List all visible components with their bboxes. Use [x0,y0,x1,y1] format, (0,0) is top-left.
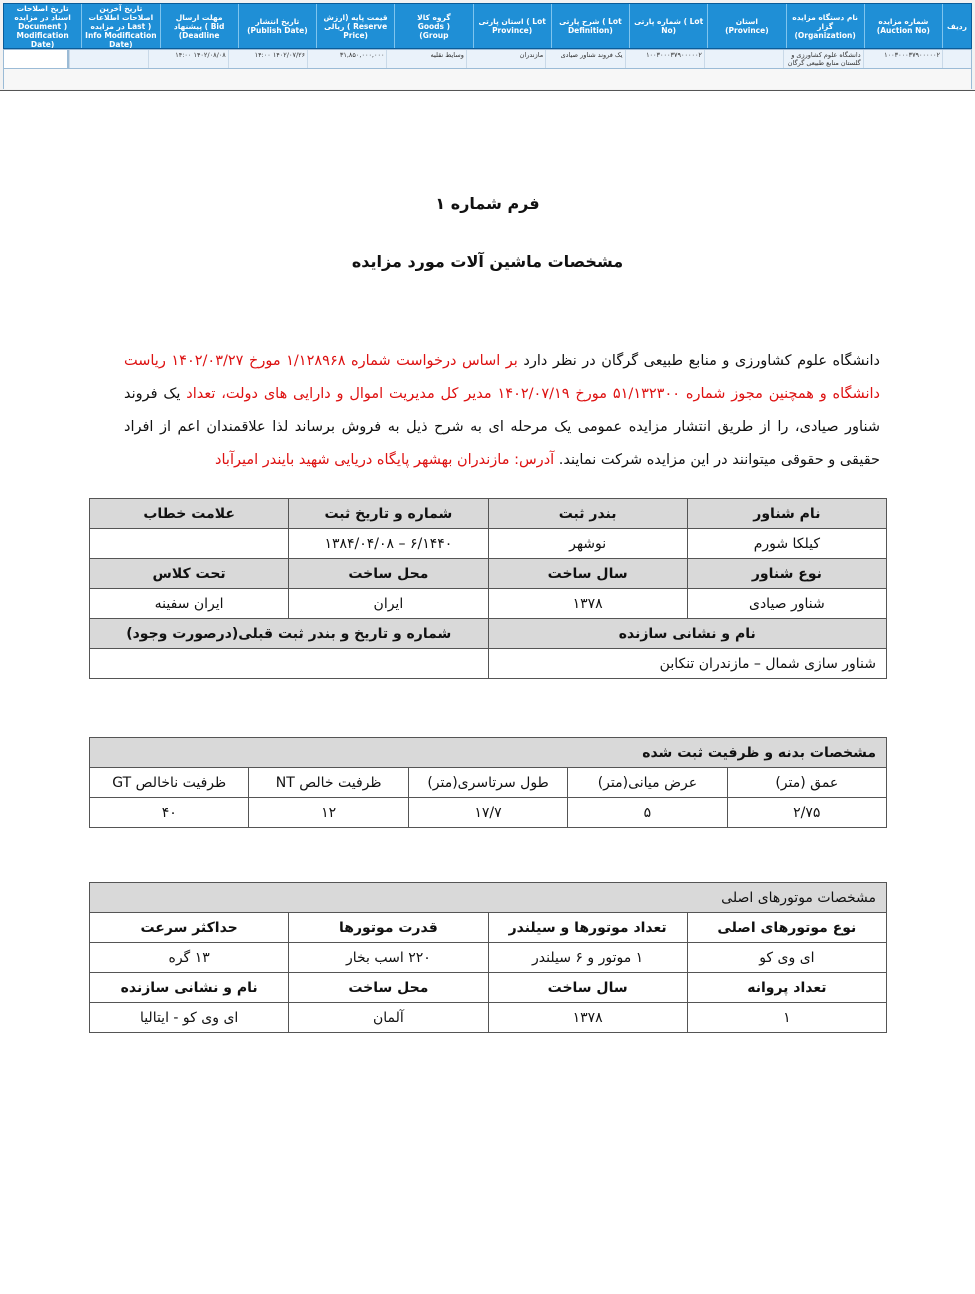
table-row [90,559,887,589]
hull-width-header: عرض میانی(متر) [568,768,727,798]
vessel-port-value: نوشهر [488,529,687,559]
row-cell-row-number [942,50,971,68]
engine-power-header: قدرت موتورها [289,913,488,943]
vessel-builder-header: نام و نشانی سازنده [488,619,887,649]
vessel-name-value: کیلکا شورم [687,529,886,559]
description-permit: بر اساس درخواست شماره ۱/۱۲۸۹۶۸ مورخ ۱۴۰۲/۰۳/۲۷ ریاست دانشگاه و همچنین مجوز شماره ۵۱/۱۳۲۳۰۰ مورخ ۱۴۰۲/۰۷/۱۹ مدیر کل مدیریت اموال و دارایی های دولت، تعداد [124,353,881,402]
hull-depth-header: عمق (متر) [727,768,886,798]
engine-type-header: نوع موتورهای اصلی [687,913,886,943]
auction-header-table [3,3,972,49]
hull-gt-value: ۴۰ [90,798,249,828]
vessel-info-table [89,498,887,679]
vessel-year-value: ۱۳۷۸ [488,589,687,619]
header-col-reserve-price: قیمت پایه (ارزش ریالی ( Reserve Price) [316,4,394,48]
table-row [90,499,887,529]
header-col-province: استان (Province) [707,4,785,48]
table-row [90,1003,887,1033]
table-row [90,589,887,619]
header-col-document-modification: تاریخ اصلاحات اسناد در مزایده Document ) Modification Date) [14,4,71,48]
auction-description [124,345,880,477]
form-subtitle: مشخصات ماشین آلات مورد مزایده [351,252,624,271]
hull-title: مشخصات بدنه و ظرفیت ثبت شده [90,738,887,768]
vessel-class-value: ایران سفینه [90,589,289,619]
vessel-type-header: نوع شناور [687,559,886,589]
row-cell-lot-no: ۱۰۰۳۰۰۰۳۷۹۰۰۰۰۰۲ [625,50,704,68]
hull-length-value: ۱۷/۷ [408,798,567,828]
description-offer: یک فروند شناور صیادی، را از طریق انتشار مزایده عمومی یک مرحله ای به شرح ذیل به فروش برساند لذا علاقمندان اعم از افراد حقیقی و حقوقی میتوانند در این مزایده شرکت نمایند. [124,386,880,468]
hull-nt-header: ظرفیت خالص NT [249,768,408,798]
auction-header-data-row [68,49,972,69]
engine-count-value: ۱ موتور و ۶ سیلندر [488,943,687,973]
vessel-port-header: بندر ثبت [488,499,687,529]
engine-count-header: تعداد موتورها و سیلندر [488,913,687,943]
auction-header-strip [0,0,975,91]
table-row [90,619,887,649]
header-col-auction-no: شماره مزایده (Auction No) [864,4,942,48]
header-divider [0,90,975,91]
engine-speed-value: ۱۳ گره [90,943,289,973]
vessel-year-header: سال ساخت [488,559,687,589]
engine-place-header: محل ساخت [289,973,488,1003]
vessel-callsign-value [90,529,289,559]
vessel-callsign-header: علامت خطاب [90,499,289,529]
vessel-regno-value: ۶/۱۴۴۰ – ۱۳۸۴/۰۴/۰۸ [289,529,488,559]
vessel-regno-header: شماره و تاریخ ثبت [289,499,488,529]
header-col-lot-no: شماره پارتی ( Lot No) [629,4,707,48]
engine-specs-table [89,882,887,1033]
hull-length-header: طول سرتاسری(متر) [408,768,567,798]
header-col-lot-definition: شرح پارتی ( Lot Definition) [551,4,629,48]
vessel-place-header: محل ساخت [289,559,488,589]
hull-gt-header: ظرفیت ناخالص GT [90,768,249,798]
hull-nt-value: ۱۲ [249,798,408,828]
engines-title: مشخصات موتورهای اصلی [90,883,887,913]
engine-year-header: سال ساخت [488,973,687,1003]
table-row [90,649,887,679]
row-cell-bid-deadline: ۱۴۰۲/۰۸/۰۸ ۱۴:۰۰ [148,50,227,68]
row-cell-province [704,50,783,68]
row-cell-reserve-price: ۳۱,۸۵۰,۰۰۰,۰۰۰ [307,50,386,68]
table-row [90,738,887,768]
table-row [90,529,887,559]
form-title: فرم شماره ۱ [435,194,540,213]
vessel-class-header: تحت کلاس [90,559,289,589]
engine-props-value: ۱ [687,1003,886,1033]
row-cell-lot-province: مازندران [466,50,545,68]
header-col-goods-group: گروه کالا Goods ) (Group [394,4,472,48]
row-cell-lot-definition: یک فروند شناور صیادی [545,50,624,68]
engine-speed-header: حداکثر سرعت [90,913,289,943]
engine-maker-header: نام و نشانی سازنده [90,973,289,1003]
row-cell-publish-date: ۱۴۰۲/۰۷/۲۶ ۱۴:۰۰ [228,50,307,68]
table-row [90,883,887,913]
header-col-last-info-modification: تاریخ آخرین اصلاحات اطلاعات در مزایده Last ) Info Modification Date) [81,4,159,48]
description-intro: دانشگاه علوم کشاورزی و منابع طبیعی گرگان در نظر دارد [517,353,880,369]
row-cell-goods-group: وسایط نقلیه [386,50,465,68]
engine-type-value: ای وی کو [687,943,886,973]
header-col-bid-deadline: مهلت ارسال پیشنهاد ( Bid (Deadline [160,4,238,48]
vessel-name-header: نام شناور [687,499,886,529]
header-col-row-number: ردیف [942,4,971,48]
engine-props-header: تعداد پروانه [687,973,886,1003]
hull-depth-value: ۲/۷۵ [727,798,886,828]
engine-power-value: ۲۲۰ اسب بخار [289,943,488,973]
vessel-type-value: شناور صیادی [687,589,886,619]
engine-place-value: آلمان [289,1003,488,1033]
header-row-blank-cell [3,49,68,69]
row-cell-organization: دانشگاه علوم کشاورزی و گلستان منابع طبیعی گرگان [783,50,862,68]
hull-width-value: ۵ [568,798,727,828]
table-row [90,913,887,943]
vessel-prev-reg-header: شماره و تاریخ و بندر ثبت قبلی(درصورت وجود) [90,619,489,649]
vessel-builder-value: شناور سازی شمال – مازندران تنکابن [488,649,887,679]
vessel-prev-reg-value [90,649,489,679]
description-address: آدرس: مازندران بهشهر پایگاه دریایی شهید بایندر امیرآباد [215,452,555,468]
header-col-publish-date: تاریخ انتشار (Publish Date) [238,4,316,48]
table-row [90,943,887,973]
table-row [90,973,887,1003]
header-col-lot-province: استان پارتی ( Lot Province) [473,4,551,48]
header-col-organization: نام دستگاه مزایده گزار (Organization) [786,4,864,48]
engine-maker-value: ای وی کو - ایتالیا [90,1003,289,1033]
hull-specs-table [89,737,887,828]
table-row [90,768,887,798]
vessel-place-value: ایران [289,589,488,619]
table-row [90,798,887,828]
row-cell-auction-no: ۱۰۰۳۰۰۰۳۷۹۰۰۰۰۰۲ [863,50,942,68]
engine-year-value: ۱۳۷۸ [488,1003,687,1033]
header-strip-bottom [3,69,972,89]
row-cell-last-info-modification [69,50,148,68]
